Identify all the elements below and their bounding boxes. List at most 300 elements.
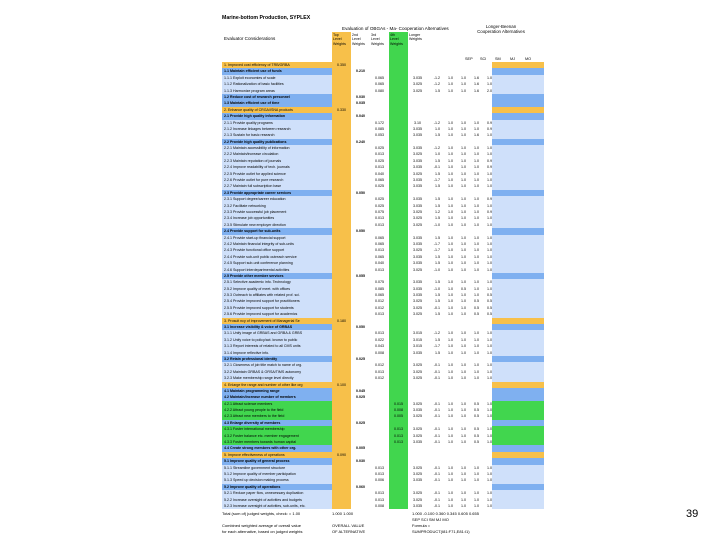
criteria-table (222, 62, 544, 509)
score-cell: -1.7 (427, 343, 440, 349)
criterion-name: 2.1.1 Provide quality programs (224, 120, 273, 125)
score-cell: -0.1 (427, 439, 440, 445)
score-cell: 1.0 (453, 407, 466, 413)
level3-weight-header: 3rd Level Weights (370, 32, 389, 62)
score-cell: 1.0 (427, 151, 440, 157)
criterion-name: 2.2.7 Maintain full subscription base (224, 184, 282, 189)
score-cell: 0.9 (479, 209, 492, 215)
criterion-name: 5.2.2 Increase oversight of activities and budgets (224, 497, 302, 502)
alternatives-title: Longer-Beenan Cooperation Alternatives (477, 24, 525, 34)
weight-cell (332, 503, 351, 509)
score-cell: 1.0 (453, 120, 466, 126)
score-cell: 1.0 (440, 183, 453, 189)
score-cell: 1.0 (440, 503, 453, 509)
criterion-name: 2.2.6 Provide outlet for pure research (224, 178, 284, 183)
weight-cell: 0.025 (370, 145, 389, 151)
weight-cell: 0.210 (351, 68, 370, 74)
criterion-name: 3.2 Retain professional identity (224, 356, 278, 361)
score-cell: 1.0 (466, 183, 479, 189)
weight-cell: 3.015 (408, 330, 427, 336)
score-cell: 0.5 (479, 305, 492, 311)
weight-cell: 0.013 (370, 465, 389, 471)
criterion-name: 2.4.6 Support interdepartmental activities (224, 267, 290, 272)
score-cell: 1.6 (466, 88, 479, 94)
score-cell: 1.0 (466, 279, 479, 285)
criterion-name: 5.2.1 Reduce paper flow, unnecessary duplication (224, 491, 304, 496)
score-cell: 1.0 (440, 126, 453, 132)
score-cell: 1.0 (479, 503, 492, 509)
weight-cell: 0.030 (351, 94, 370, 100)
score-cell: -0.1 (427, 477, 440, 483)
weight-cell: 0.012 (370, 305, 389, 311)
criterion-name: 4.2.1 Attract science members (224, 401, 273, 406)
score-cell: 0.9 (479, 126, 492, 132)
weight-cell: 0.012 (370, 375, 389, 381)
score-cell: 1.0 (453, 267, 466, 273)
weight-cell: 3.025 (408, 413, 427, 419)
score-cell: -0.1 (427, 490, 440, 496)
score-cell: 1.5 (427, 254, 440, 260)
criterion-name: 4.2.2 Attract young people to the field (224, 408, 284, 413)
score-cell: 1.0 (453, 247, 466, 253)
criterion-name: 2.5.3 Outreach to affiliates with related prof. sci. (224, 293, 300, 298)
score-cell: 1.0 (440, 120, 453, 126)
score-cell: 0.9 (479, 196, 492, 202)
score-cell: 1.0 (479, 369, 492, 375)
criterion-name: 2.2.4 Improve readability of tech. journals (224, 165, 290, 170)
weight-cell (389, 503, 408, 509)
weight-cell: 3.025 (408, 465, 427, 471)
score-cell: 1.5 (427, 203, 440, 209)
score-cell: 1.5 (427, 292, 440, 298)
score-cell: 1.0 (440, 254, 453, 260)
score-cell: 1.0 (466, 292, 479, 298)
score-cell: 1.0 (479, 477, 492, 483)
score-cell: -1.2 (427, 145, 440, 151)
criterion-name: 4.3.1 Foster international membership (224, 427, 285, 432)
score-cell: 1.0 (453, 183, 466, 189)
score-cell: 1.0 (440, 151, 453, 157)
score-cell: 1.0 (479, 413, 492, 419)
score-cell: 1.0 (440, 311, 453, 317)
score-cell: 1.0 (466, 497, 479, 503)
score-cell: -0.1 (427, 375, 440, 381)
weight-cell: 0.040 (370, 260, 389, 266)
score-cell: 1.0 (466, 126, 479, 132)
score-cell: 1.0 (453, 497, 466, 503)
level2-weight-header: 2nd Level Weights (351, 32, 370, 62)
level1-weight-header: Top Level Weights (332, 32, 351, 62)
score-cell: 1.0 (466, 369, 479, 375)
criterion-name: 3.1.4 Improve reflective info. (224, 350, 270, 355)
score-cell: 1.0 (453, 471, 466, 477)
criterion-name: 3.2.1 Closeness of job title match to name of org. (224, 363, 303, 368)
score-cell: 1.0 (479, 471, 492, 477)
score-cell: 1.0 (440, 305, 453, 311)
score-cell: 1.0 (479, 279, 492, 285)
weight-cell: 3.035 (408, 439, 427, 445)
weight-cell: 0.025 (351, 356, 370, 362)
weight-cell: 3.035 (408, 241, 427, 247)
score-cell: -0.1 (427, 433, 440, 439)
score-cell: 1.0 (466, 330, 479, 336)
weight-cell: 0.005 (351, 445, 370, 451)
weight-cell: 3.015 (408, 343, 427, 349)
weight-cell: 0.013 (370, 247, 389, 253)
sheet-title: Marine-bottom Production, SYPLEX (222, 15, 311, 21)
score-cell: 1.0 (453, 439, 466, 445)
weight-cell: 0.050 (351, 324, 370, 330)
score-cell: 1.0 (453, 375, 466, 381)
score-cell: 1.0 (440, 407, 453, 413)
weight-cell: 0.085 (370, 286, 389, 292)
score-cell: 1.0 (453, 298, 466, 304)
weight-cell: 0.065 (370, 254, 389, 260)
score-cell: 1.0 (453, 279, 466, 285)
score-cell: 1.0 (440, 292, 453, 298)
level4-weight-header: 4th Level Weights (389, 32, 408, 62)
score-cell: 1.0 (479, 362, 492, 368)
score-cell: 1.0 (453, 305, 466, 311)
weight-cell: 0.022 (370, 337, 389, 343)
weight-cell: 0.013 (370, 151, 389, 157)
score-cell: 1.0 (479, 330, 492, 336)
score-cell: 1.0 (440, 433, 453, 439)
weight-cell: 3.025 (408, 311, 427, 317)
score-cell: 0.5 (479, 298, 492, 304)
score-cell: 1.0 (440, 286, 453, 292)
weight-cell: 0.013 (370, 267, 389, 273)
criterion-name: 5.2 Improve quality of operations (224, 484, 281, 489)
footer-basis-label: for each alternative, based on judged weights (222, 529, 303, 535)
score-cell: 1.0 (479, 235, 492, 241)
weight-cell: 3.035 (408, 254, 427, 260)
score-cell: 1.0 (479, 247, 492, 253)
weight-cell: 3.025 (408, 88, 427, 94)
weight-cell: 0.013 (370, 369, 389, 375)
weight-cell: 0.050 (351, 190, 370, 196)
alternative-header-sep: SEP (465, 57, 473, 61)
weight-cell: 0.013 (370, 490, 389, 496)
score-cell: 1.0 (440, 260, 453, 266)
score-cell: -0.1 (427, 503, 440, 509)
weight-cell: 3.035 (408, 177, 427, 183)
weight-cell: 3.035 (408, 235, 427, 241)
page-number: 39 (686, 508, 699, 520)
criterion-name: 2. Enhance quality of CRGA/ISNA products (224, 107, 293, 112)
score-cell: 1.6 (466, 75, 479, 81)
weight-cell: 0.025 (370, 183, 389, 189)
criterion-name: 2.2.5 Provide outlet for applied science (224, 171, 286, 176)
score-cell: 1.0 (466, 203, 479, 209)
score-cell: 1.0 (466, 267, 479, 273)
score-cell: 1.0 (479, 75, 492, 81)
score-cell: 1.6 (466, 132, 479, 138)
weight-cell: 0.013 (370, 215, 389, 221)
weight-cell: 3.035 (408, 75, 427, 81)
weight-cell: 3.035 (408, 407, 427, 413)
score-cell: 1.5 (427, 279, 440, 285)
criterion-name: 3.1.2 Unify voice to policy/act. known to public (224, 337, 298, 342)
weight-cell: 0.006 (370, 477, 389, 483)
weight-cell: 0.055 (351, 273, 370, 279)
score-cell: 1.0 (479, 465, 492, 471)
footer-check-label: Total (sum of) judged weights, check: = 1.00 (222, 511, 301, 517)
weight-cell: 0.075 (370, 209, 389, 215)
score-cell: 1.0 (466, 465, 479, 471)
criterion-name: 1.1.2 Rationalization of basic facilities (224, 82, 284, 87)
weight-cell: 3.025 (408, 426, 427, 432)
score-cell: 1.0 (453, 158, 466, 164)
criterion-name: 1.3 Maintain efficient use of time (224, 101, 280, 106)
score-cell: 1.0 (466, 215, 479, 221)
criterion-name: 2.2.2 Maintain/increase circulation (224, 152, 279, 157)
weight-cell: 0.005 (389, 413, 408, 419)
score-cell: 1.0 (440, 132, 453, 138)
score-cell: -1.2 (427, 120, 440, 126)
weight-cell: 0.090 (332, 452, 351, 458)
criterion-name: 2.5.1 Selective academic info. Technology (224, 280, 291, 285)
score-cell: 1.0 (479, 145, 492, 151)
score-cell: 1.5 (427, 183, 440, 189)
score-cell: 1.0 (440, 203, 453, 209)
weight-cell: 0.050 (351, 228, 370, 234)
score-cell: 1.0 (440, 413, 453, 419)
weight-cell: 3.025 (408, 151, 427, 157)
weight-cell: 3.025 (408, 267, 427, 273)
score-cell: -1.0 (427, 267, 440, 273)
score-cell: 1.0 (440, 401, 453, 407)
score-cell: 1.0 (466, 337, 479, 343)
weight-cell: 0.065 (370, 241, 389, 247)
criterion-name: 3.2.3 Make membership range level directly (224, 376, 294, 381)
score-cell: 1.0 (453, 164, 466, 170)
score-cell: 1.0 (479, 286, 492, 292)
score-cell: 1.0 (440, 330, 453, 336)
weight-cell: 0.040 (351, 113, 370, 119)
evaluation-title: Evaluation of OBGAs - Ma- Cooperation Alternatives (342, 26, 449, 31)
weight-cell: 0.035 (351, 100, 370, 106)
criterion-name: 5.1.3 Speed up decision making process (224, 478, 289, 483)
score-cell: 0.5 (466, 311, 479, 317)
criterion-name: 2.3.4 Increase job opportunities (224, 216, 275, 221)
score-cell: -1.7 (427, 247, 440, 253)
score-cell: 1.0 (440, 298, 453, 304)
score-cell: 1.0 (479, 260, 492, 266)
score-cell: 1.0 (453, 132, 466, 138)
score-cell: 1.0 (453, 196, 466, 202)
score-cell: 1.0 (440, 369, 453, 375)
score-cell: 1.0 (479, 426, 492, 432)
score-cell: 1.0 (453, 88, 466, 94)
weight-cell: 3.025 (408, 369, 427, 375)
footer-overall-totals: 1.000 -0.100 0.360 0.345 0.605 0.655 (412, 511, 479, 517)
score-cell: 1.0 (440, 88, 453, 94)
weight-cell: 3.025 (408, 433, 427, 439)
weight-cell: 0.040 (370, 171, 389, 177)
score-cell: 0.5 (466, 401, 479, 407)
score-cell: 1.0 (466, 362, 479, 368)
score-cell: 1.0 (466, 151, 479, 157)
weight-cell: 0.012 (370, 362, 389, 368)
score-cell: 1.0 (440, 164, 453, 170)
weight-cell: 0.043 (370, 343, 389, 349)
score-cell: 1.0 (479, 222, 492, 228)
score-cell: 0.9 (479, 158, 492, 164)
score-cell: 1.0 (479, 203, 492, 209)
score-cell: 1.5 (427, 311, 440, 317)
criteria-title: Evaluator Considerations (224, 36, 276, 41)
criterion-name: 4.1 Maintain programming range (224, 388, 280, 393)
score-cell: -1.7 (427, 241, 440, 247)
criterion-name: 3.2.2 Maintain GRBAS & ORSA/TIMS autonomy (224, 369, 302, 374)
score-cell: 1.0 (479, 183, 492, 189)
score-cell: 1.0 (479, 171, 492, 177)
weight-cell: 3.035 (408, 503, 427, 509)
weight-cell: 3.035 (408, 183, 427, 189)
weight-cell: 3.035 (408, 350, 427, 356)
score-cell: 1.0 (466, 196, 479, 202)
weight-cell: 0.030 (351, 458, 370, 464)
weight-cell: 0.013 (370, 311, 389, 317)
weight-cell: 0.075 (370, 279, 389, 285)
score-cell: 1.5 (427, 171, 440, 177)
score-cell: -0.1 (427, 305, 440, 311)
weight-cell: 0.013 (389, 433, 408, 439)
weight-cell: 0.013 (370, 471, 389, 477)
weight-cell: 0.025 (370, 158, 389, 164)
criterion-name: 2.1 Provide high quality information (224, 114, 286, 119)
weight-cell: 3.025 (408, 375, 427, 381)
criterion-name: 2.4.1 Provide start-up financial support (224, 235, 286, 240)
score-cell: 1.0 (479, 215, 492, 221)
score-cell: 1.0 (453, 465, 466, 471)
score-cell: -0.1 (427, 401, 440, 407)
score-cell: 0.5 (479, 292, 492, 298)
score-cell: 1.0 (440, 439, 453, 445)
score-cell: 1.0 (440, 497, 453, 503)
score-cell: 1.0 (453, 241, 466, 247)
score-cell: 1.0 (440, 158, 453, 164)
score-cell: 1.0 (440, 145, 453, 151)
score-cell: 1.0 (453, 171, 466, 177)
criterion-name: 3.1.3 Report interests of related to all CMS units (224, 344, 301, 349)
weight-cell: 0.085 (370, 126, 389, 132)
score-cell: 1.0 (453, 330, 466, 336)
score-cell: 1.0 (453, 177, 466, 183)
weight-cell: 0.350 (332, 62, 351, 68)
score-cell: 1.0 (479, 439, 492, 445)
score-cell: 1.0 (453, 75, 466, 81)
sheet-footer (222, 511, 544, 535)
alternative-header-sm: SM (495, 57, 501, 61)
score-cell: 1.0 (479, 337, 492, 343)
weight-cell: 3.025 (408, 401, 427, 407)
score-cell: 0.5 (479, 311, 492, 317)
criterion-name: 4.3 Enlarge diversity of members (224, 420, 281, 425)
weight-cell: 3.035 (408, 164, 427, 170)
weight-cell: 3.035 (408, 126, 427, 132)
score-cell: 1.0 (453, 260, 466, 266)
score-cell: -0.1 (427, 413, 440, 419)
weight-cell: 3.025 (408, 81, 427, 87)
weight-cell: 3.025 (408, 171, 427, 177)
criterion-name: 3.1.1 Unify image of GRBAS and GRBA & GRBS (224, 331, 303, 336)
weight-cell: 0.240 (351, 139, 370, 145)
evaluation-spreadsheet (222, 14, 544, 535)
weight-cell: 3.035 (408, 286, 427, 292)
longer-weight-header: Longer Weights (408, 32, 427, 62)
weight-cell: 3.025 (408, 215, 427, 221)
score-cell: 0.9 (479, 164, 492, 170)
score-cell: 1.0 (479, 375, 492, 381)
weight-cell: 0.025 (370, 203, 389, 209)
score-cell: 1.0 (453, 337, 466, 343)
score-cell: 1.0 (440, 477, 453, 483)
weight-cell: 0.065 (370, 292, 389, 298)
weight-cell: 3.035 (408, 196, 427, 202)
score-cell: 1.0 (453, 490, 466, 496)
weight-cell: 0.172 (370, 120, 389, 126)
score-cell: 1.0 (453, 311, 466, 317)
score-cell: 1.0 (453, 433, 466, 439)
criterion-name: 1.1.3 Harmonize program areas (224, 88, 275, 93)
weight-cell: 3.025 (408, 247, 427, 253)
weight-cell: 3.025 (408, 490, 427, 496)
score-cell: -0.1 (427, 465, 440, 471)
weight-cell: 0.053 (370, 132, 389, 138)
footer-average-label: Combined weighted average of overall value (222, 523, 301, 529)
score-cell: 1.0 (453, 145, 466, 151)
score-cell: 1.0 (427, 126, 440, 132)
criterion-name: 2.1.3 Sustain for basic research (224, 133, 275, 138)
weight-cell: 3.035 (408, 145, 427, 151)
weight-cell: 3.025 (408, 222, 427, 228)
weight-cell: 0.015 (389, 401, 408, 407)
score-cell: 1.0 (440, 215, 453, 221)
score-cell: 0.5 (466, 407, 479, 413)
weight-cell: 3.025 (408, 209, 427, 215)
footer-alternative-label: OF ALTERNATIVE (332, 529, 366, 535)
criterion-name: 2.4.5 Support sub-unit conference planning (224, 261, 293, 266)
score-cell: 1.0 (440, 337, 453, 343)
score-cell: 1.6 (466, 81, 479, 87)
score-cell: 0.9 (479, 120, 492, 126)
weight-cell: 0.013 (389, 426, 408, 432)
score-cell: -1.2 (427, 330, 440, 336)
score-cell: 0.5 (466, 305, 479, 311)
score-cell: 1.0 (453, 413, 466, 419)
score-cell: 1.0 (440, 279, 453, 285)
score-cell: 1.0 (479, 267, 492, 273)
score-cell: 1.0 (453, 215, 466, 221)
weight-cell: 3.035 (408, 132, 427, 138)
score-cell: 1.0 (453, 477, 466, 483)
score-cell: 1.0 (453, 126, 466, 132)
score-cell: -0.1 (427, 362, 440, 368)
weight-cell: 0.180 (332, 318, 351, 324)
criterion-name: 5.1.1 Streamline government structure (224, 465, 286, 470)
score-cell: 1.0 (453, 203, 466, 209)
weight-cell: 0.008 (389, 407, 408, 413)
criterion-name: 1.1.1 Exploit economies of scale (224, 75, 276, 80)
score-cell: 1.0 (466, 254, 479, 260)
score-cell: 1.0 (453, 151, 466, 157)
score-cell: 1.0 (440, 75, 453, 81)
criterion-name: 5.2.3 Increase oversight of activities, sub-units, etc. (224, 503, 306, 508)
score-cell: 1.0 (466, 235, 479, 241)
weight-cell: 0.013 (370, 497, 389, 503)
